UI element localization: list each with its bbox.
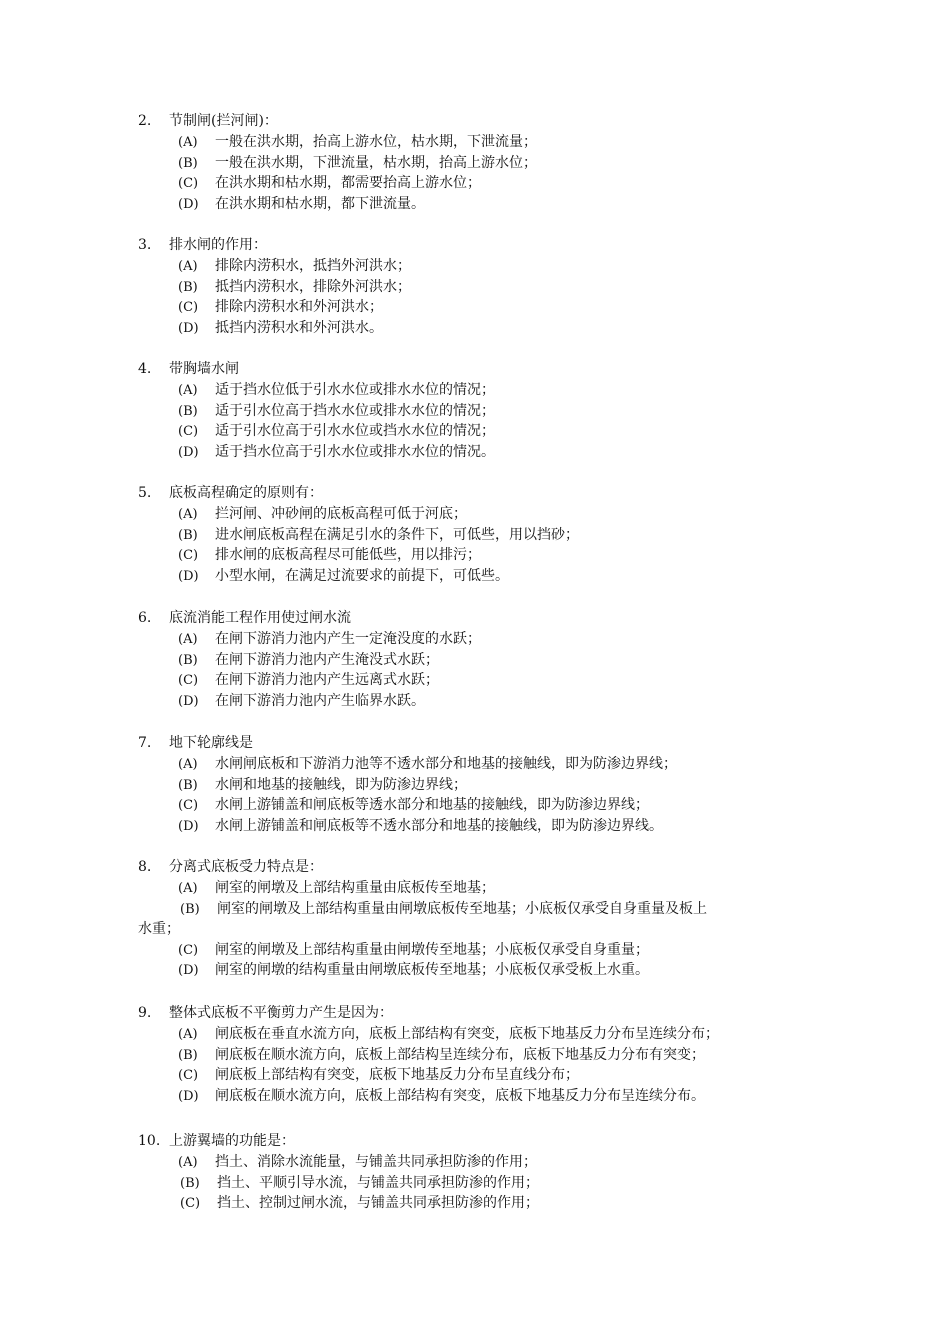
option-label: (D) [178, 818, 199, 834]
question-10 [138, 1131, 838, 1214]
option-label: (D) [178, 568, 199, 584]
option-a [138, 1152, 838, 1173]
option-label: (D) [178, 196, 199, 212]
option-label: (A) [178, 135, 198, 150]
option-text: 闸室的闸墩及上部结构重量由闸墩传至地基；小底板仅承受自身重量； [215, 941, 649, 958]
option-a [138, 380, 838, 401]
option-b [138, 525, 838, 546]
question-number: 10. [138, 1133, 161, 1149]
option-label: (A) [178, 507, 198, 522]
option-text: 适于挡水位低于引水水位或排水水位的情况； [215, 382, 495, 398]
option-label: (C) [178, 424, 199, 439]
option-b-continuation: 水重； [138, 921, 180, 937]
option-text: 闸室的闸墩及上部结构重量由底板传至地基； [215, 880, 495, 896]
option-text: 闸室的闸墩及上部结构重量由闸墩底板传至地基；小底板仅承受自身重量及板上 [217, 900, 707, 917]
question-number: 9. [138, 1005, 152, 1021]
question-title [138, 359, 838, 380]
option-d [138, 1086, 838, 1107]
option-d [138, 566, 838, 587]
option-c [138, 1193, 838, 1214]
option-b [138, 1173, 838, 1194]
option-label: (B) [178, 652, 198, 668]
question-5 [138, 483, 838, 586]
option-text: 在洪水期和枯水期，都需要抬高上游水位； [215, 175, 481, 191]
option-text: 水闸闸底板和下游消力池等不透水部分和地基的接触线，即为防渗边界线； [215, 756, 677, 772]
option-d [138, 816, 838, 837]
option-text: 水闸上游铺盖和闸底板等不透水部分和地基的接触线，即为防渗边界线。 [215, 817, 663, 834]
option-label: (B) [180, 1175, 200, 1191]
question-9 [138, 1003, 838, 1106]
option-text: 进水闸底板高程在满足引水的条件下，可低些，用以挡砂； [215, 526, 579, 543]
option-c [138, 297, 838, 318]
question-2 [138, 111, 838, 214]
option-a [138, 878, 838, 899]
option-label: (B) [180, 901, 200, 917]
question-title [138, 733, 838, 754]
option-text: 挡土、消除水流能量，与铺盖共同承担防渗的作用； [215, 1154, 537, 1170]
question-text: 底流消能工程作用使过闸水流 [169, 610, 351, 626]
option-d [138, 442, 838, 463]
option-label: (C) [178, 673, 199, 688]
option-text: 一般在洪水期，抬高上游水位，枯水期，下泄流量； [215, 134, 537, 150]
option-label: (A) [178, 1027, 198, 1042]
option-a [138, 256, 838, 277]
question-title [138, 1003, 838, 1024]
option-b [138, 650, 838, 671]
question-number: 5. [138, 485, 152, 501]
option-c [138, 940, 838, 961]
option-label: (D) [178, 320, 199, 336]
option-text: 适于挡水位高于引水水位或排水水位的情况。 [215, 443, 495, 460]
question-6 [138, 608, 838, 711]
option-text: 排除内涝积水和外河洪水； [215, 299, 383, 315]
option-a [138, 754, 838, 775]
question-text: 节制闸(拦河闸)： [169, 113, 278, 129]
option-d [138, 318, 838, 339]
question-title [138, 111, 838, 132]
option-text: 抵挡内涝积水，排除外河洪水； [215, 278, 411, 295]
option-label: (B) [178, 279, 198, 295]
option-label: (C) [178, 942, 199, 958]
option-text: 挡土、平顺引导水流，与铺盖共同承担防渗的作用； [217, 1174, 539, 1191]
question-number: 4. [138, 361, 152, 377]
option-label: (C) [178, 548, 199, 563]
question-title [138, 857, 838, 878]
option-label: (A) [178, 632, 198, 647]
option-label: (B) [178, 777, 198, 793]
option-label: (B) [178, 403, 198, 419]
question-text: 整体式底板不平衡剪力产生是因为： [169, 1005, 393, 1021]
option-label: (C) [180, 1196, 201, 1211]
question-title [138, 1131, 838, 1152]
option-d [138, 960, 838, 981]
option-label: (A) [178, 757, 198, 772]
option-text: 在闸下游消力池内产生临界水跃。 [215, 692, 425, 709]
option-text: 水闸和地基的接触线，即为防渗边界线； [215, 776, 467, 793]
question-number: 6. [138, 610, 152, 626]
option-d [138, 194, 838, 215]
question-text: 分离式底板受力特点是： [169, 859, 323, 875]
option-label: (A) [178, 881, 198, 896]
question-text: 地下轮廓线是 [169, 735, 253, 751]
question-text: 带胸墙水闸 [169, 361, 239, 377]
option-text: 拦河闸、冲砂闸的底板高程可低于河底； [215, 506, 467, 522]
option-text: 小型水闸，在满足过流要求的前提下，可低些。 [215, 567, 509, 584]
option-label: (C) [178, 176, 199, 191]
option-a [138, 132, 838, 153]
option-label: (B) [178, 1047, 198, 1063]
question-4 [138, 359, 838, 462]
option-c [138, 173, 838, 194]
option-text: 在闸下游消力池内产生一定淹没度的水跃； [215, 631, 481, 647]
option-text: 闸底板在顺水流方向，底板上部结构呈连续分布，底板下地基反力分布有突变； [215, 1046, 705, 1063]
question-text: 上游翼墙的功能是： [169, 1133, 295, 1149]
option-label: (C) [178, 300, 199, 315]
option-label: (C) [178, 1068, 199, 1083]
option-text: 水闸上游铺盖和闸底板等透水部分和地基的接触线，即为防渗边界线； [215, 797, 649, 813]
option-label: (A) [178, 1155, 198, 1170]
option-b [138, 277, 838, 298]
option-b [138, 899, 838, 920]
option-label: (B) [178, 155, 198, 171]
option-b [138, 153, 838, 174]
option-c [138, 545, 838, 566]
question-3 [138, 235, 838, 338]
option-label: (A) [178, 259, 198, 274]
option-c [138, 670, 838, 691]
option-text: 排除内涝积水，抵挡外河洪水； [215, 258, 411, 274]
option-text: 在闸下游消力池内产生远离式水跃； [215, 672, 439, 688]
question-title [138, 608, 838, 629]
question-number: 2. [138, 113, 152, 129]
option-text: 在闸下游消力池内产生淹没式水跃； [215, 651, 439, 668]
question-8 [138, 857, 838, 981]
option-label: (B) [178, 527, 198, 543]
option-b [138, 401, 838, 422]
option-a [138, 629, 838, 650]
option-a [138, 504, 838, 525]
option-label: (A) [178, 383, 198, 398]
option-text: 闸底板在垂直水流方向，底板上部结构有突变，底板下地基反力分布呈连续分布； [215, 1026, 719, 1042]
option-text: 在洪水期和枯水期，都下泄流量。 [215, 195, 425, 212]
question-number: 3. [138, 237, 152, 253]
option-label: (D) [178, 693, 199, 709]
question-text: 排水闸的作用： [169, 237, 267, 253]
option-label: (D) [178, 444, 199, 460]
option-c [138, 795, 838, 816]
option-label: (C) [178, 798, 199, 813]
question-7 [138, 733, 838, 836]
option-text: 适于引水位高于引水水位或挡水水位的情况； [215, 423, 495, 439]
option-a [138, 1024, 838, 1045]
option-d [138, 691, 838, 712]
question-number: 7. [138, 735, 152, 751]
option-text: 排水闸的底板高程尽可能低些，用以排污； [215, 547, 481, 563]
option-label: (D) [178, 963, 199, 978]
question-title [138, 235, 838, 256]
option-c [138, 421, 838, 442]
option-text: 闸底板在顺水流方向，底板上部结构有突变，底板下地基反力分布呈连续分布。 [215, 1087, 705, 1104]
question-number: 8. [138, 859, 152, 875]
option-text: 抵挡内涝积水和外河洪水。 [215, 319, 383, 336]
option-text: 适于引水位高于挡水水位或排水水位的情况； [215, 402, 495, 419]
option-c [138, 1065, 838, 1086]
option-text: 一般在洪水期，下泄流量，枯水期，抬高上游水位； [215, 154, 537, 171]
option-label: (D) [178, 1088, 199, 1104]
question-text: 底板高程确定的原则有： [169, 485, 323, 501]
option-b [138, 775, 838, 796]
option-text: 闸底板上部结构有突变，底板下地基反力分布呈直线分布； [215, 1067, 579, 1083]
question-title [138, 483, 838, 504]
option-b [138, 1045, 838, 1066]
option-text: 闸室的闸墩的结构重量由闸墩底板传至地基；小底板仅承受板上水重。 [215, 962, 649, 978]
option-text: 挡土、控制过闸水流，与铺盖共同承担防渗的作用； [217, 1195, 539, 1211]
